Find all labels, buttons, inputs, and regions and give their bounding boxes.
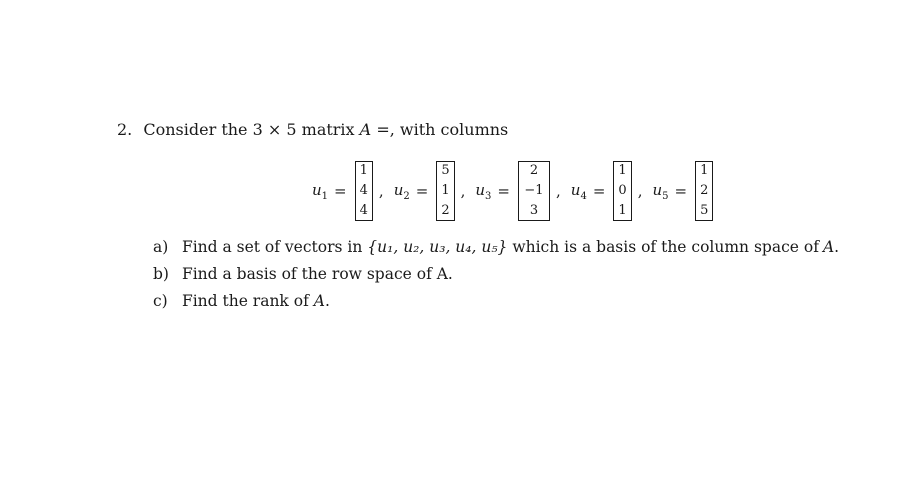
matrix-entry: 0 xyxy=(618,183,627,198)
vector-label: $u_1$ xyxy=(312,180,329,202)
matrix-name: A xyxy=(359,120,372,139)
separator-comma: , xyxy=(637,182,643,200)
problem-parts xyxy=(153,234,839,315)
part-label: a) xyxy=(153,238,169,256)
problem-number: 2. xyxy=(117,120,133,139)
vector-u1 xyxy=(312,161,394,221)
matrix-name: A xyxy=(313,292,325,310)
column-matrix xyxy=(355,161,373,221)
vector-u2 xyxy=(394,161,476,221)
part-text: Find a basis of the row space of A. xyxy=(181,265,453,283)
equals-sign: = xyxy=(334,182,347,200)
matrix-entry: 2 xyxy=(529,163,539,178)
matrix-entry: 5 xyxy=(441,163,450,178)
vector-label: $u_2$ xyxy=(393,180,410,202)
equals-sign: = xyxy=(592,182,606,200)
column-matrix xyxy=(518,161,550,221)
equals-sign: = xyxy=(497,182,510,200)
column-matrix xyxy=(436,161,454,221)
vector-label: $u_5$ xyxy=(652,180,669,202)
column-matrix xyxy=(695,161,713,221)
equals-text: =, xyxy=(376,120,395,139)
matrix-dims: 3 × 5 xyxy=(252,120,297,139)
vector-u4 xyxy=(571,161,653,221)
matrix-word: matrix xyxy=(301,120,355,139)
separator-comma: , xyxy=(378,182,384,200)
matrix-entry: 1 xyxy=(618,163,627,178)
vector-label: $u_4$ xyxy=(570,180,587,202)
period: . xyxy=(324,292,330,310)
equals-sign: = xyxy=(674,182,688,200)
matrix-entry: 3 xyxy=(529,203,539,218)
part-label: b) xyxy=(153,265,169,283)
part-b xyxy=(153,261,839,288)
tail-text: with columns xyxy=(399,120,509,139)
part-text: which is a basis of the column space of xyxy=(512,238,819,256)
period: . xyxy=(834,238,840,256)
vector-u5 xyxy=(652,161,713,221)
matrix-entry: −1 xyxy=(524,183,544,198)
matrix-entry: 1 xyxy=(700,163,709,178)
part-label: c) xyxy=(153,292,168,310)
matrix-name: A xyxy=(822,238,835,256)
intro-text: Consider the xyxy=(143,120,248,139)
vector-set: {u₁, u₂, u₃, u₄, u₅} xyxy=(367,238,508,256)
matrix-entry: 1 xyxy=(441,183,450,198)
matrix-entry: 4 xyxy=(359,183,368,198)
column-matrix xyxy=(613,161,631,221)
matrix-entry: 5 xyxy=(700,203,709,218)
separator-comma: , xyxy=(556,182,561,200)
problem-statement xyxy=(117,120,508,139)
equals-sign: = xyxy=(415,182,429,200)
matrix-entry: 1 xyxy=(359,163,368,178)
vector-label: $u_3$ xyxy=(475,180,492,202)
column-vectors xyxy=(312,160,713,222)
part-a xyxy=(153,234,839,261)
matrix-entry: 1 xyxy=(618,203,627,218)
matrix-entry: 4 xyxy=(359,203,368,218)
part-text: Find a set of vectors in xyxy=(181,238,363,256)
matrix-entry: 2 xyxy=(441,203,450,218)
part-text: Find the rank of xyxy=(181,292,309,310)
part-c xyxy=(153,288,839,315)
matrix-entry: 2 xyxy=(700,183,709,198)
separator-comma: , xyxy=(460,182,466,200)
vector-u3 xyxy=(475,161,570,221)
